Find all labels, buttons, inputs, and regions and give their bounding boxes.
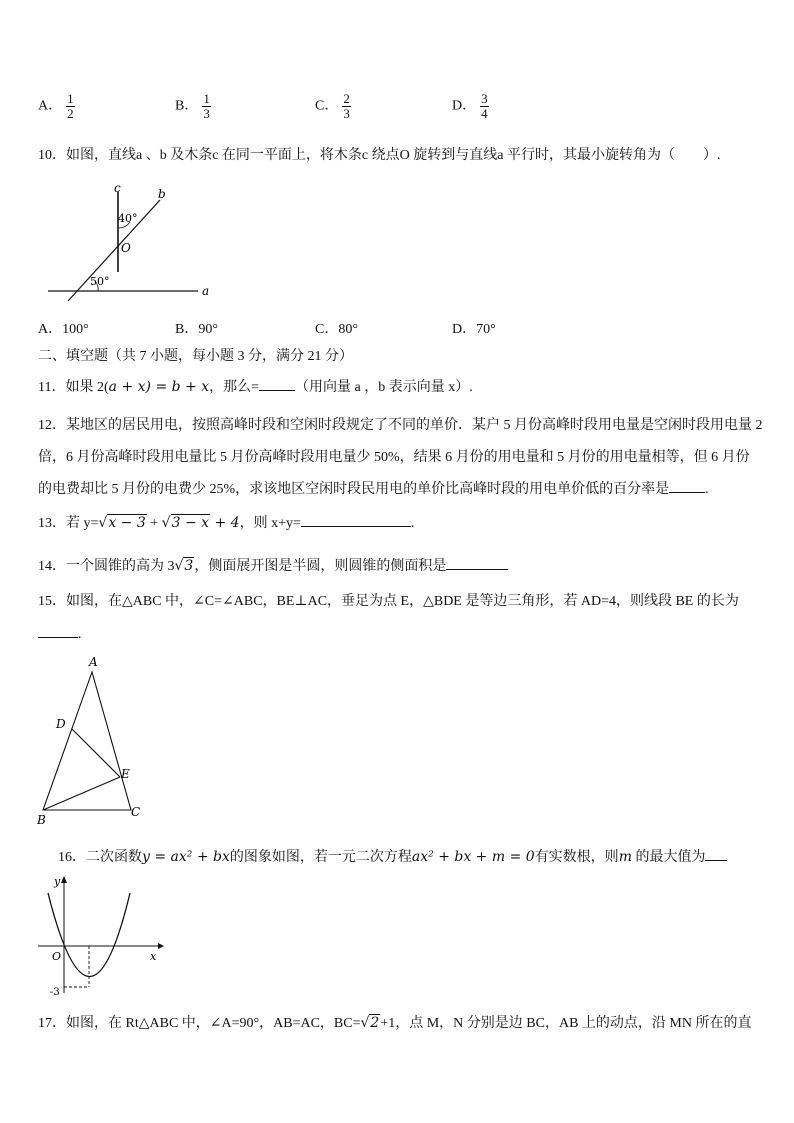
q10-option-d (452, 320, 496, 340)
q11-prefix: 11．如果 2( (38, 380, 109, 395)
q13-answer-blank[interactable] (301, 514, 411, 527)
numerator: 1 (203, 91, 210, 106)
q11-suffix: （用向量 a ，b 表示向量 x）. (295, 380, 473, 395)
option-label: A． (38, 98, 63, 114)
q9-option-c (315, 92, 351, 121)
q14-answer-blank[interactable] (446, 557, 508, 570)
section-heading-fill-in: 二、填空题（共 7 小题，每小题 3 分，满分 21 分） (38, 349, 353, 364)
q15-line-2: . (38, 625, 82, 645)
q16-function: y = ax² + bx (142, 849, 230, 865)
label-B: B (37, 813, 46, 827)
option-label: D． (452, 98, 477, 114)
x-axis-arrow (158, 943, 164, 949)
label-origin: O (52, 950, 62, 963)
q13-tail: + 4 (210, 515, 240, 531)
label-y: y (54, 875, 61, 888)
q12-line-3: 的电费却比 5 月份的电费少 25%，求该地区空闲时段民用电的单价比高峰时段的用电单价低的百分率是 . (38, 482, 709, 497)
option-value: 90° (198, 322, 218, 337)
label-min-value: -3 (50, 987, 60, 998)
fraction (480, 92, 489, 121)
option-label: B． (175, 322, 199, 337)
q14-suffix: ，侧面展开图是半圆，则圆锥的侧面积是 (194, 559, 447, 574)
q15-figure (35, 652, 150, 830)
y-axis-arrow (61, 876, 67, 883)
denominator: 3 (343, 106, 350, 121)
q13-radicand-2: 3 − x (171, 515, 210, 531)
q17-question: 17．如图，在 Rt△ABC 中，∠A=90°，AB=AC，BC=√2+1，点 M，N 分别是边 BC，AB 上的动点，沿 MN 所在的直 (38, 1015, 752, 1031)
q16-figure (38, 873, 168, 998)
option-label: C． (315, 322, 339, 337)
q12-line-1: 12．某地区的居民用电，按照高峰时段和空闲时段规定了不同的单价．某户 5 月份高峰时段用电量是空闲时段用电量 2 (38, 418, 763, 433)
numerator: 3 (481, 91, 488, 106)
q16-middle: 的图象如图，若一元二次方程 (229, 850, 412, 865)
q16-suffix: 有实数根，则 (534, 850, 619, 865)
segment-BE (43, 777, 120, 810)
q9-option-b (175, 92, 211, 121)
q13-question: 13．若 y=√x − 3 + √3 − x + 4，则 x+y= . (38, 515, 415, 531)
q13-radicand-1: x − 3 (108, 515, 146, 531)
label-angle-50: 50° (90, 275, 110, 288)
label-C: C (131, 805, 141, 819)
q11-vector-expression: a + x) = b + x (108, 379, 210, 395)
fraction (202, 92, 211, 121)
label-O: O (121, 241, 131, 255)
q14-radicand: 3 (184, 558, 194, 574)
label-A: A (89, 655, 98, 669)
fraction (342, 92, 351, 121)
fraction (66, 92, 75, 121)
label-a: a (202, 284, 210, 298)
option-value: 80° (338, 322, 358, 337)
denominator: 4 (481, 106, 488, 121)
q12-answer-blank[interactable] (669, 480, 705, 493)
q12-line-3-text: 的电费却比 5 月份的电费少 25%，求该地区空闲时段民用电的单价比高峰时段的用电单价低的百分率是 (38, 482, 670, 497)
q16-tail: 的最大值为 (635, 850, 706, 865)
q15-answer-blank[interactable] (38, 625, 78, 638)
q17-radicand: 2 (370, 1015, 380, 1031)
numerator: 1 (67, 91, 74, 106)
option-label: D． (452, 322, 477, 337)
q16-question (58, 847, 727, 868)
option-label: B． (175, 98, 199, 114)
numerator: 2 (343, 91, 350, 106)
q10-option-b (175, 320, 218, 340)
triangle-ABC (43, 672, 131, 810)
q12-line-2: 倍，6 月份高峰时段用电量比 5 月份高峰时段用电量少 50%，结果 6 月份的用电量和 5 月份的用电量相等，但 6 月份 (38, 450, 750, 465)
q17-suffix: +1，点 M，N 分别是边 BC，AB 上的动点，沿 MN 所在的直 (380, 1016, 752, 1031)
q10-option-c (315, 320, 358, 340)
q15-line-1: 15．如图，在△ABC 中，∠C=∠ABC，BE⊥AC，垂足为点 E，△BDE 是等边三角形，若 AD=4，则线段 BE 的长为 (38, 594, 739, 609)
q16-variable-m: m (618, 849, 632, 865)
label-E: E (121, 767, 130, 781)
denominator: 3 (203, 106, 210, 121)
q11-middle: ，那么= (209, 380, 260, 395)
option-value: 100° (62, 322, 89, 337)
option-label: C． (315, 98, 339, 114)
q16-answer-blank[interactable] (705, 848, 727, 861)
denominator: 2 (67, 106, 74, 121)
q13-suffix: ，则 x+y= (239, 516, 301, 531)
label-b: b (158, 187, 166, 201)
label-angle-40: 40° (118, 212, 138, 225)
label-x: x (150, 950, 157, 963)
q16-prefix: 16．二次函数 (58, 850, 142, 865)
q14-prefix: 14．一个圆锥的高为 3 (38, 559, 175, 574)
label-c: c (114, 181, 121, 195)
line-b (68, 200, 160, 301)
q10-question: 10．如图，直线a 、b 及木条c 在同一平面上，将木条c 绕点O 旋转到与直线a 平行时，其最小旋转角为（ ）. (38, 148, 721, 163)
q9-option-a (38, 92, 75, 121)
option-value: 70° (476, 322, 496, 337)
q10-figure (38, 180, 238, 305)
q16-equation: ax² + bx + m = 0 (411, 849, 535, 865)
q11-question (38, 377, 473, 398)
q11-answer-blank[interactable] (259, 378, 295, 391)
label-D: D (56, 717, 66, 731)
q14-question: 14．一个圆锥的高为 3√3，侧面展开图是半圆，则圆锥的侧面积是 (38, 556, 508, 577)
q13-prefix: 13．若 y= (38, 516, 99, 531)
option-label: A． (38, 322, 63, 337)
segment-DE (72, 729, 120, 777)
q10-option-a (38, 320, 89, 340)
q9-option-d (452, 92, 489, 121)
q17-prefix: 17．如图，在 Rt△ABC 中，∠A=90°，AB=AC，BC= (38, 1016, 361, 1031)
